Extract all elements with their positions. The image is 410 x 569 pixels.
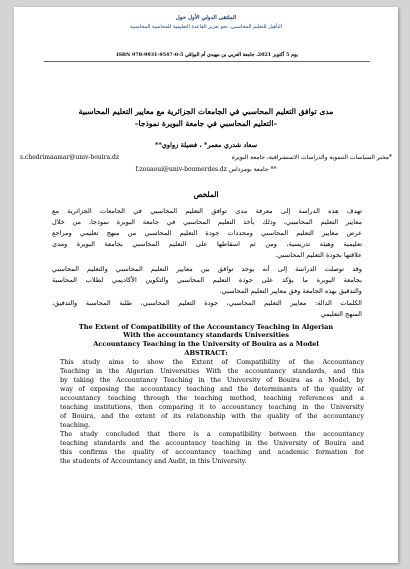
arabic-abstract-heading: الملخص bbox=[193, 190, 219, 199]
author-email-1[interactable]: s.chedrimaamar@univ-bouira.dz bbox=[20, 154, 120, 161]
english-abstract-line: of Bouira, and the extent of its relationship with the quality of the accountancy bbox=[60, 412, 364, 420]
english-abstract-line: the students of Accountancy and Audit, in this University. bbox=[60, 457, 247, 465]
english-abstract-line: teaching. bbox=[60, 421, 91, 429]
affiliation-2: ** جامعة بومرداس bbox=[228, 166, 277, 173]
english-abstract-line: teaching standards and the accountancy teaching in the University of Bouira and bbox=[60, 439, 364, 447]
arabic-abstract-line: تعليمية وهيئة تدريسية، ومن ثم اسقاطها على التعليم المحاسبي بجامعة البويرة ومدى bbox=[52, 240, 362, 248]
arabic-abstract-line: بجامعة البويرة ما يؤكد على جودة التعليم المحاسبي والتكوين الأكاديمي لطلاب المحاسبة bbox=[52, 276, 362, 284]
affiliation-row-1 bbox=[20, 154, 392, 163]
header-rule bbox=[44, 61, 370, 62]
english-abstract-line: this confirms the quality of accountancy teaching and academic formation for bbox=[60, 448, 364, 456]
english-abstract-line: teaching institutions, then comparing it to accountancy teaching in the University bbox=[60, 403, 364, 411]
conference-theme: التأهيل للتعليم المحاسبي: نحو تعزيز القاعدة التعليمية للمحاسبة المحاسبية bbox=[129, 24, 283, 30]
authors: سعاد شدري معمر* ، فضيلة زواوي** bbox=[154, 141, 258, 149]
conference-name: الملتقى الدولي الأول حول bbox=[175, 15, 237, 21]
english-abstract-heading: ABSTRACT: bbox=[184, 349, 228, 357]
arabic-abstract-line: تهدف هذه الدراسة إلى معرفة مدى توافق التعليم المحاسبي في الجامعات الجزائرية مع bbox=[52, 207, 362, 215]
affiliation-row-2 bbox=[14, 166, 398, 173]
english-title-line: The Extent of Compatibility of the Accountancy Teaching in Algerian bbox=[78, 323, 334, 331]
english-abstract-line: The study concluded that there is a compatibility between the accountancy bbox=[60, 430, 364, 438]
paper-title-arabic: مدى توافق التعليم المحاسبي في الجامعات الجزائرية مع معايير التعليم المحاسبية bbox=[78, 107, 334, 116]
document-page bbox=[14, 7, 398, 563]
english-title-line: Accountancy Teaching in the University of Bouira as a Model bbox=[93, 340, 319, 348]
english-abstract-line: Teaching in the Algerian Universities With the accountancy standards, and this bbox=[60, 367, 364, 375]
english-abstract-line: This study aims to show the Extent of Compatibility of the Accountancy bbox=[60, 358, 364, 366]
arabic-abstract-line: والتدقيق بهذه الجامعة وفق معايير التعليم المحاسبي. bbox=[219, 287, 362, 295]
arabic-abstract-line: معايير التعليم المحاسبي، وذلك بأخذ التعليم المحاسبي في جامعة البويرة نموذجا، من خلال bbox=[52, 218, 362, 226]
arabic-abstract-line: وقد توصلت الدراسة إلى أنه يوجد توافق بين معايير التعليم المحاسبي والتعليم المحاسبي bbox=[52, 265, 362, 273]
affiliation-1: *مخبر السياسات التنموية والدراسات الاستشرافية، جامعة البويرة bbox=[231, 154, 392, 161]
arabic-abstract-line: عرض معايير التعليم المحاسبي ومحددات جودة التعليم المحاسبي من منهج تعليمي ومراجع bbox=[52, 229, 362, 237]
arabic-abstract-line: علاقتها بجودة التعليم المحاسبي. bbox=[275, 251, 362, 259]
english-title-line: With the accountancy standards Universities bbox=[123, 331, 289, 339]
english-abstract-line: accountancy teaching through the teaching method, teaching references and a bbox=[60, 394, 364, 402]
conference-date-isbn: يوم 5 أكتوبر 2021، جامعة العربي بن مهيدي أم البواقي ISBN 978-9931-9547-0-5 bbox=[116, 52, 298, 58]
arabic-keywords-line: الكلمات الدالة: معايير التعليم المحاسبي، جودة التعليم المحاسبي، طلبة المحاسبة والتدقيق، bbox=[52, 299, 362, 307]
english-abstract-line: way of exposing the accountancy teaching and the determinants of the quality of bbox=[60, 385, 364, 393]
english-abstract-line: by taking the Accountancy Teaching in the University of Bouira as a Model, by bbox=[60, 376, 364, 384]
arabic-keywords-line: المنهج التعليمي bbox=[320, 310, 362, 318]
author-email-2[interactable]: f.zouaoui@univ-boumerdes.dz bbox=[135, 166, 227, 173]
paper-subtitle-arabic: –التعليم المحاسبي في جامعة البويرة نموذجا– bbox=[134, 119, 278, 128]
